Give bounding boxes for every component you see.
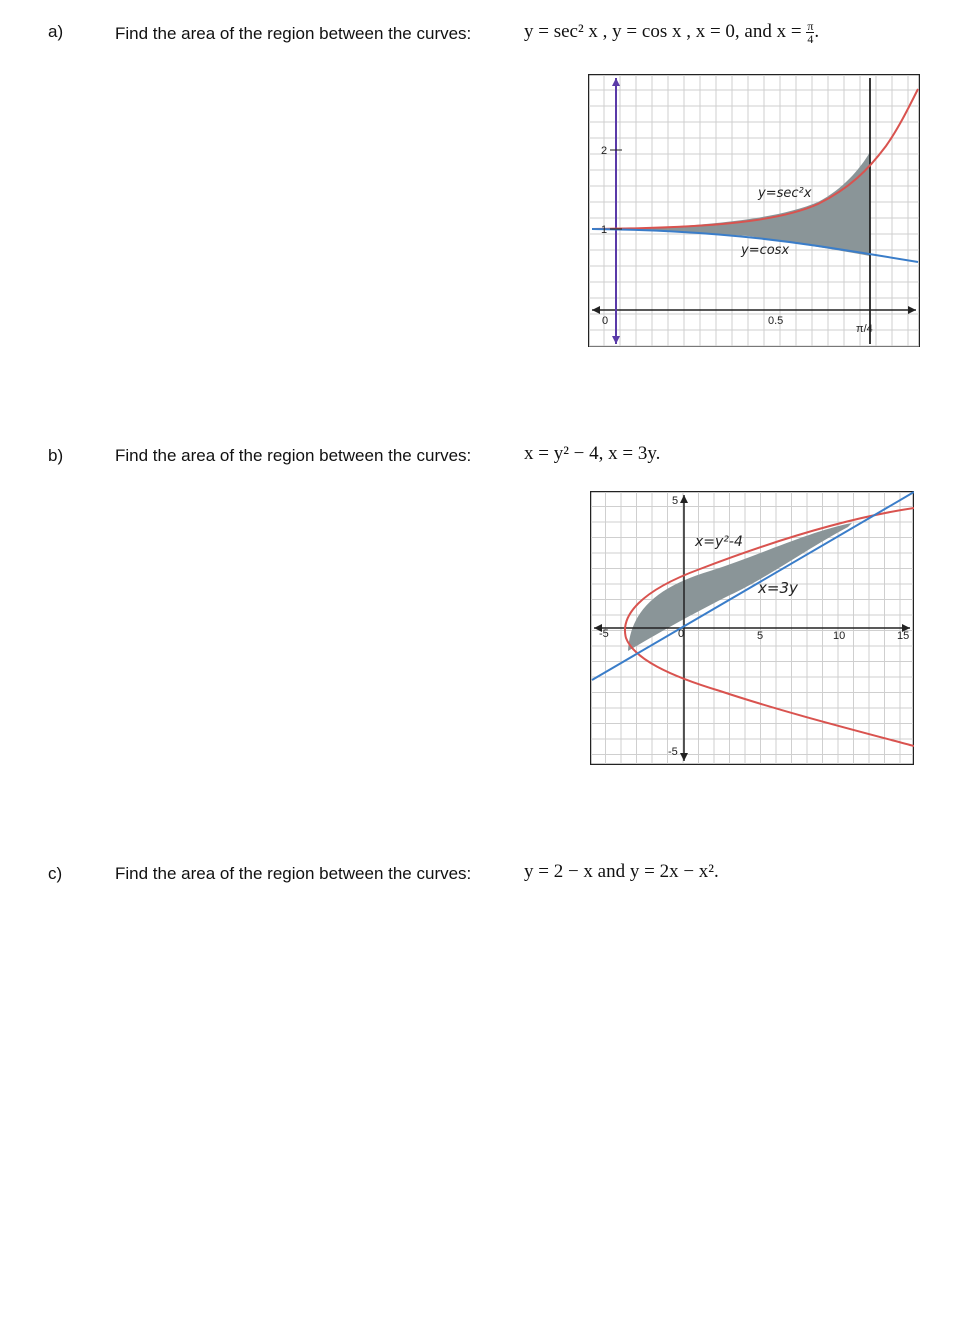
xtick-5: 5: [757, 630, 764, 642]
xtick-0-5: 0.5: [768, 315, 784, 327]
ytick-1: 1: [601, 224, 608, 236]
cos-curve-label: y=cosx: [741, 243, 790, 258]
problem-b-equation: x = y² − 4, x = 3y.: [524, 443, 661, 464]
xtick-10: 10: [833, 630, 846, 642]
problem-a-label: a): [48, 22, 64, 41]
problem-b-text: Find the area of the region between the curves:: [115, 446, 472, 465]
xtick-pi-over-4: π/4: [856, 323, 873, 335]
line-label: x=3y: [758, 579, 798, 597]
ytick-2: 2: [601, 145, 608, 157]
pi-over-4-fraction: $\frac{\pi}{4}$: [807, 19, 814, 46]
origin-label-a: 0: [602, 315, 609, 327]
parabola-label: x=y²-4: [695, 534, 743, 550]
xtick-15: 15: [897, 630, 910, 642]
xtick-minus-5: -5: [599, 628, 609, 640]
graph-b: [590, 491, 914, 765]
problem-b-label: b): [48, 446, 64, 465]
origin-label-b: 0: [678, 628, 685, 640]
ytick-minus-5: -5: [668, 746, 678, 758]
graph-a: [588, 74, 920, 347]
ytick-5: 5: [672, 495, 679, 507]
sec-curve-label: y=sec²x: [758, 186, 812, 201]
problem-c-equation: y = 2 − x and y = 2x − x².: [524, 861, 719, 882]
problem-c-label: c): [48, 864, 63, 883]
problem-a-text: Find the area of the region between the curves:: [115, 24, 472, 43]
problem-a-equation: y = sec² x , y = cos x , x = 0, and x = $\frac{\pi}{4}$ .: [524, 19, 820, 46]
problem-c-text: Find the area of the region between the curves:: [115, 864, 472, 883]
